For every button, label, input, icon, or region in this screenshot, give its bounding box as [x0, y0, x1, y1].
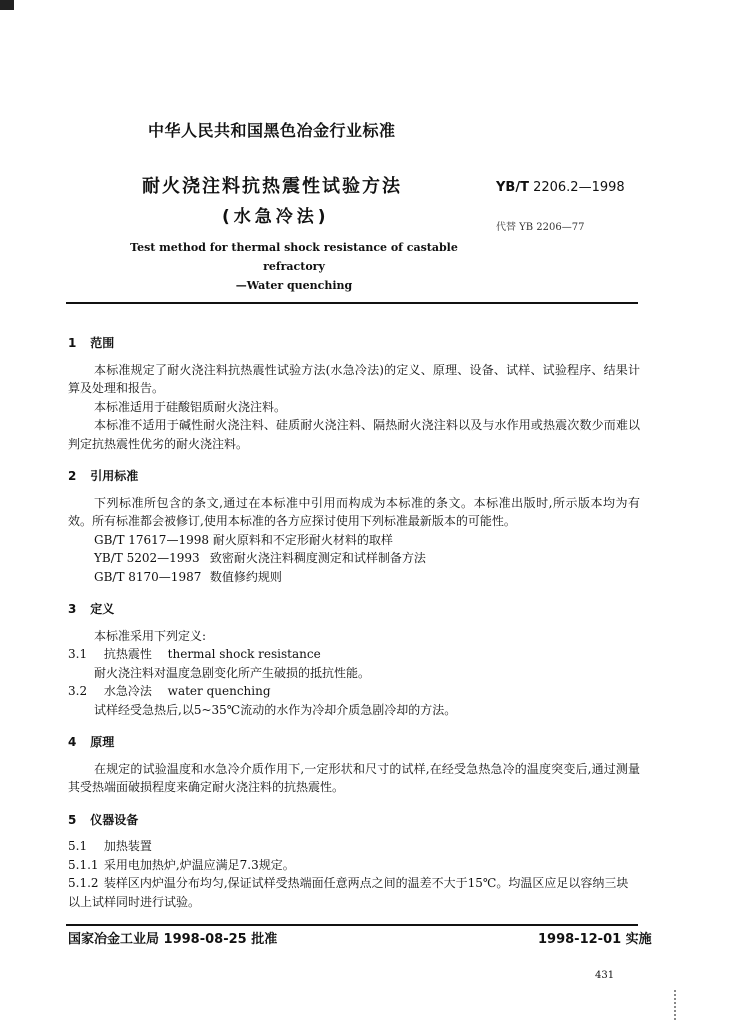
standard-id: 2206.2—1998 — [533, 180, 625, 195]
section-heading-references — [68, 467, 640, 486]
section-title: 引用标准 — [90, 469, 139, 483]
clause-text: 加热装置 — [103, 839, 152, 853]
approval-note: 国家冶金工业局 1998-08-25 批准 — [68, 932, 278, 947]
reference-item — [68, 549, 640, 568]
term-en: thermal shock resistance — [167, 647, 321, 661]
paragraph: 在规定的试验温度和水急冷介质作用下,一定形状和尺寸的试样,在经受急热急冷的温度突变后,通过测量其受热端面破损程度来确定耐火浇注料的抗热震性。 — [68, 761, 640, 794]
paragraph: 本标准适用于硅酸铝质耐火浇注料。 — [94, 399, 287, 414]
definition-term — [68, 645, 640, 664]
page-number: 431 — [595, 970, 615, 981]
term-cn: 抗热震性 — [103, 647, 152, 661]
definition-term — [68, 682, 640, 701]
definition-text: 试样经受急热后,以5~35℃流动的水作为冷却介质急剧冷却的方法。 — [94, 702, 457, 717]
section-title: 原理 — [90, 735, 115, 749]
section-number: 2 — [68, 469, 77, 483]
paragraph: 本标准采用下列定义: — [94, 628, 207, 643]
section-heading-apparatus — [68, 811, 640, 830]
english-title-line1: Test method for thermal shock resistance of castable refractory — [130, 241, 458, 273]
reference-title: 耐火原料和不定形耐火材料的取样 — [212, 532, 393, 547]
standard-number — [496, 180, 625, 195]
definition-text: 耐火浇注料对温度急剧变化所产生破损的抵抗性能。 — [94, 665, 371, 680]
section-number: 1 — [68, 336, 77, 350]
reference-title: 数值修约规则 — [209, 569, 282, 584]
english-title-line2: —Water quenching — [235, 279, 353, 292]
replaces-note: 代替 YB 2206—77 — [496, 222, 585, 233]
section-title: 范围 — [90, 336, 115, 350]
document-title: 耐火浇注料抗热震性试验方法 — [142, 176, 402, 197]
section-title: 定义 — [90, 602, 115, 616]
clause-number: 5.1.2 — [68, 876, 99, 890]
clause-number: 3.1 — [68, 647, 88, 661]
section-number: 4 — [68, 735, 77, 749]
reference-item — [68, 568, 640, 587]
clause-text: 装样区内炉温分布均匀,保证试样受热端面任意两点之间的温差不大于15℃。均温区应足以容纳三块以上试样同时进行试验。 — [68, 876, 629, 909]
document-body — [68, 328, 640, 911]
reference-code: GB/T 17617—1998 — [94, 532, 209, 547]
paragraph: 本标准不适用于碱性耐火浇注料、硅质耐火浇注料、隔热耐火浇注料以及与水作用或热震次数少而难以判定抗热震性优劣的耐火浇注料。 — [68, 418, 640, 451]
term-cn: 水急冷法 — [103, 684, 152, 698]
clause — [68, 874, 640, 911]
reference-code: GB/T 8170—1987 — [94, 569, 202, 584]
section-number: 5 — [68, 812, 77, 827]
scan-edge-marks — [674, 990, 678, 1020]
section-title: 仪器设备 — [90, 812, 139, 827]
paragraph: 本标准规定了耐火浇注料抗热震性试验方法(水急冷法)的定义、原理、设备、试样、试验程序、结果计算及处理和报告。 — [68, 362, 640, 395]
section-heading-definitions — [68, 600, 640, 619]
clause — [68, 856, 640, 875]
english-title — [104, 238, 484, 295]
section-heading-scope — [68, 334, 640, 353]
standard-code: YB/T — [496, 180, 529, 195]
reference-title: 致密耐火浇注料稠度测定和试样制备方法 — [209, 551, 426, 565]
reference-item — [68, 531, 640, 550]
term-en: water quenching — [167, 684, 271, 698]
clause-number: 3.2 — [68, 684, 88, 698]
clause-number: 5.1 — [68, 839, 88, 853]
reference-code: YB/T 5202—1993 — [94, 551, 200, 565]
clause-number: 5.1.1 — [68, 857, 99, 872]
standard-series-title: 中华人民共和国黑色冶金行业标准 — [148, 121, 396, 140]
clause — [68, 837, 640, 856]
document-subtitle: (水急冷法) — [222, 207, 330, 227]
clause-text: 采用电加热炉,炉温应满足7.3规定。 — [103, 857, 295, 872]
header-divider — [66, 302, 638, 304]
section-number: 3 — [68, 602, 77, 616]
scan-corner-mark — [0, 0, 14, 10]
paragraph: 下列标准所包含的条文,通过在本标准中引用而构成为本标准的条文。本标准出版时,所示版本均为有效。所有标准都会被修订,使用本标准的各方应探讨使用下列标准最新版本的可能性。 — [68, 495, 640, 528]
section-heading-principle — [68, 733, 640, 752]
effective-date: 1998-12-01 实施 — [538, 932, 652, 947]
footer-divider — [66, 924, 638, 926]
